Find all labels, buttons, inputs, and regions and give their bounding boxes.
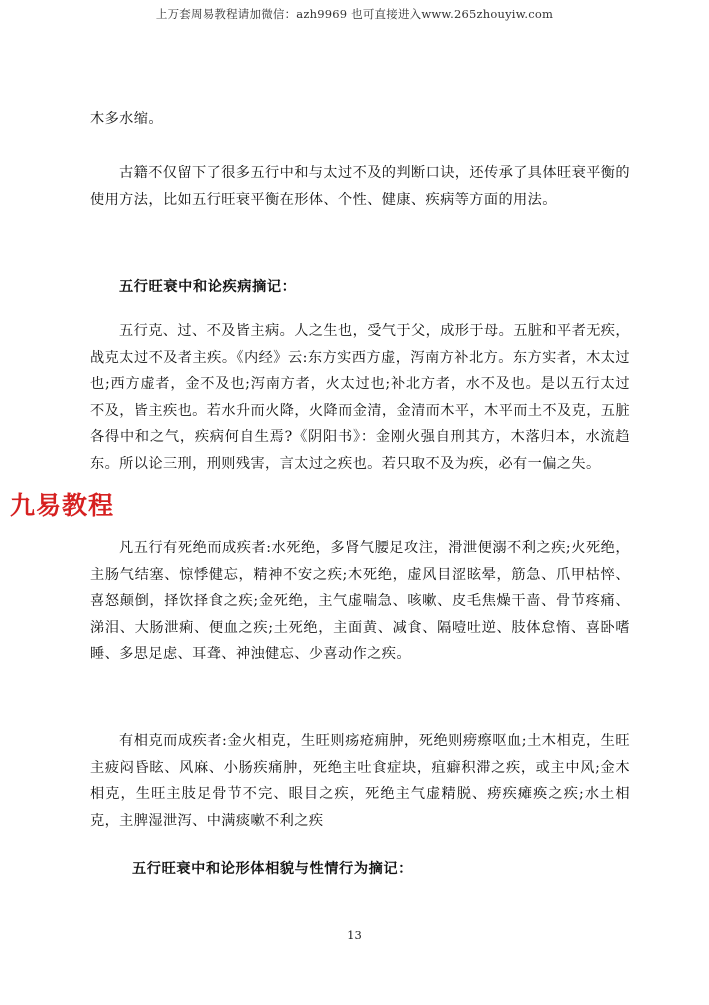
page-number: 13 <box>347 928 362 942</box>
paragraph-4: 凡五行有死绝而成疾者:水死绝，多肾气腰足攻注，滑泄便溺不利之疾;火死绝，主肠气结塞、惊悸健忘，精神不安之疾;木死绝，虚风目涩眩晕，筋急、爪甲枯悴、喜怒颠倒，择饮择食之疾;金死绝，主气虚喘急、咳嗽、皮毛焦燥干啬、骨节疼痛、涕泪、大肠泄痢、便血之疾;土死绝，主面黄、减食、隔噎吐逆、肢体怠惰、喜卧嗜睡、多思足虑、耳聋、神浊健忘、少喜动作之疾。 <box>90 540 630 662</box>
paragraph-1: 木多水缩。 <box>90 111 163 127</box>
watermark-logo: 九易教程 <box>10 491 115 520</box>
page-header: 上万套周易教程请加微信：azh9969 也可直接进入www.265zhouyiw.com <box>155 7 554 21</box>
paragraph-3: 五行克、过、不及皆主病。人之生也，受气于父，成形于母。五脏和平者无疾，战克太过不及者主疾。《内经》云:东方实西方虚，泻南方补北方。东方实者，木太过也;西方虚者，金不及也;泻南方者，火太过也;补北方者，水不及也。是以五行太过不及，皆主疾也。若水升而火降，火降而金清，金清而木平，木平而土不及克，五脏各得中和之气，疾病何自生焉?《阴阳书》：金刚火强自刑其方，木落归本，水流趋东。所以论三刑，刑则残害，言太过之疾也。若只取不及为疾，必有一偏之失。 <box>90 323 630 472</box>
paragraph-2: 古籍不仅留下了很多五行中和与太过不及的判断口诀，还传承了具体旺衰平衡的使用方法，比如五行旺衰平衡在形体、个性、健康、疾病等方面的用法。 <box>90 165 630 208</box>
section-heading-appearance: 五行旺衰中和论形体相貌与性情行为摘记： <box>132 861 413 877</box>
section-heading-diseases: 五行旺衰中和论疾病摘记： <box>119 279 297 295</box>
paragraph-5: 有相克而成疾者:金火相克，生旺则疡疮痈肿，死绝则痨瘵呕血;土木相克，生旺主疲闷昏眩、风麻、小肠疾痛肿，死绝主吐食症块，疽癖积滞之疾，或主中风;金木相克，生旺主肢足骨节不完、眼目之疾，死绝主气虚精脱、痨疾瘫痪之疾;水土相克，主脾湿泄泻、中满痰嗽不利之疾 <box>90 733 630 829</box>
